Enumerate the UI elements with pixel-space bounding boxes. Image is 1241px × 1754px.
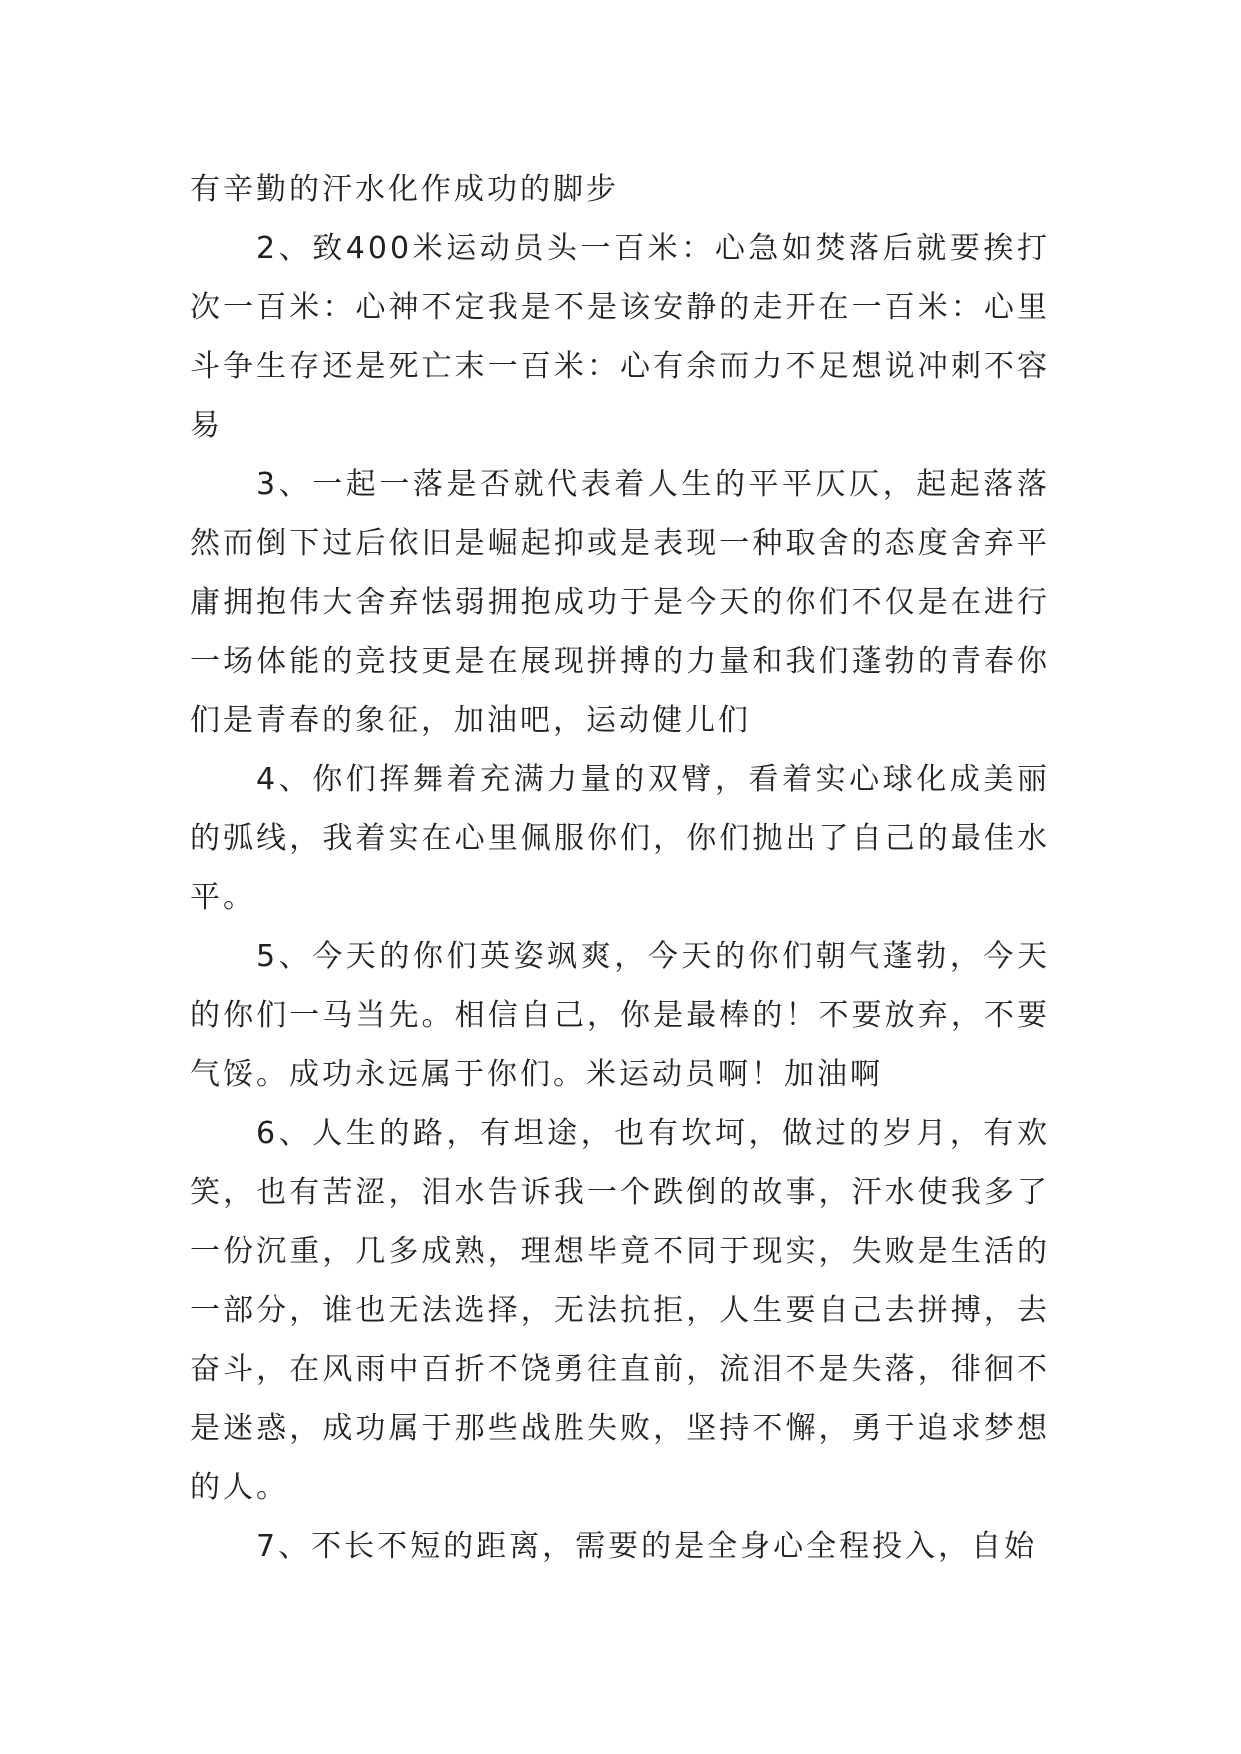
paragraph-continued: 有辛勤的汗水化作成功的脚步 (190, 172, 619, 207)
document-body (190, 160, 1050, 1576)
paragraph-7: 7、不长不短的距离，需要的是全身心全程投入，自始 (256, 1529, 1038, 1564)
paragraph-5: 5、今天的你们英姿飒爽，今天的你们朝气蓬勃，今天的你们一马当先。相信自己，你是最棒的！不要放弃，不要气馁。成功永远属于你们。米运动员啊！加油啊 (190, 939, 1050, 1092)
paragraph-4: 4、你们挥舞着充满力量的双臂，看着实心球化成美丽的弧线，我着实在心里佩服你们，你们抛出了自己的最佳水平。 (190, 762, 1050, 915)
paragraph-6: 6、人生的路，有坦途，也有坎坷，做过的岁月，有欢笑，也有苦涩，泪水告诉我一个跌倒的故事，汗水使我多了一份沉重，几多成熟，理想毕竟不同于现实，失败是生活的一部分，谁也无法选择，无法抗拒，人生要自己去拼搏，去奋斗，在风雨中百折不饶勇往直前，流泪不是失落，徘徊不是迷惑，成功属于那些战胜失败，坚持不懈，勇于追求梦想的人。 (190, 1116, 1050, 1505)
paragraph-2: 2、致400米运动员头一百米：心急如焚落后就要挨打次一百米：心神不定我是不是该安静的走开在一百米：心里斗争生存还是死亡末一百米：心有余而力不足想说冲刺不容易 (190, 231, 1050, 443)
paragraph-3: 3、一起一落是否就代表着人生的平平仄仄，起起落落然而倒下过后依旧是崛起抑或是表现一种取舍的态度舍弃平庸拥抱伟大舍弃怯弱拥抱成功于是今天的你们不仅是在进行一场体能的竞技更是在展现拼搏的力量和我们蓬勃的青春你们是青春的象征，加油吧，运动健儿们 (190, 467, 1050, 738)
